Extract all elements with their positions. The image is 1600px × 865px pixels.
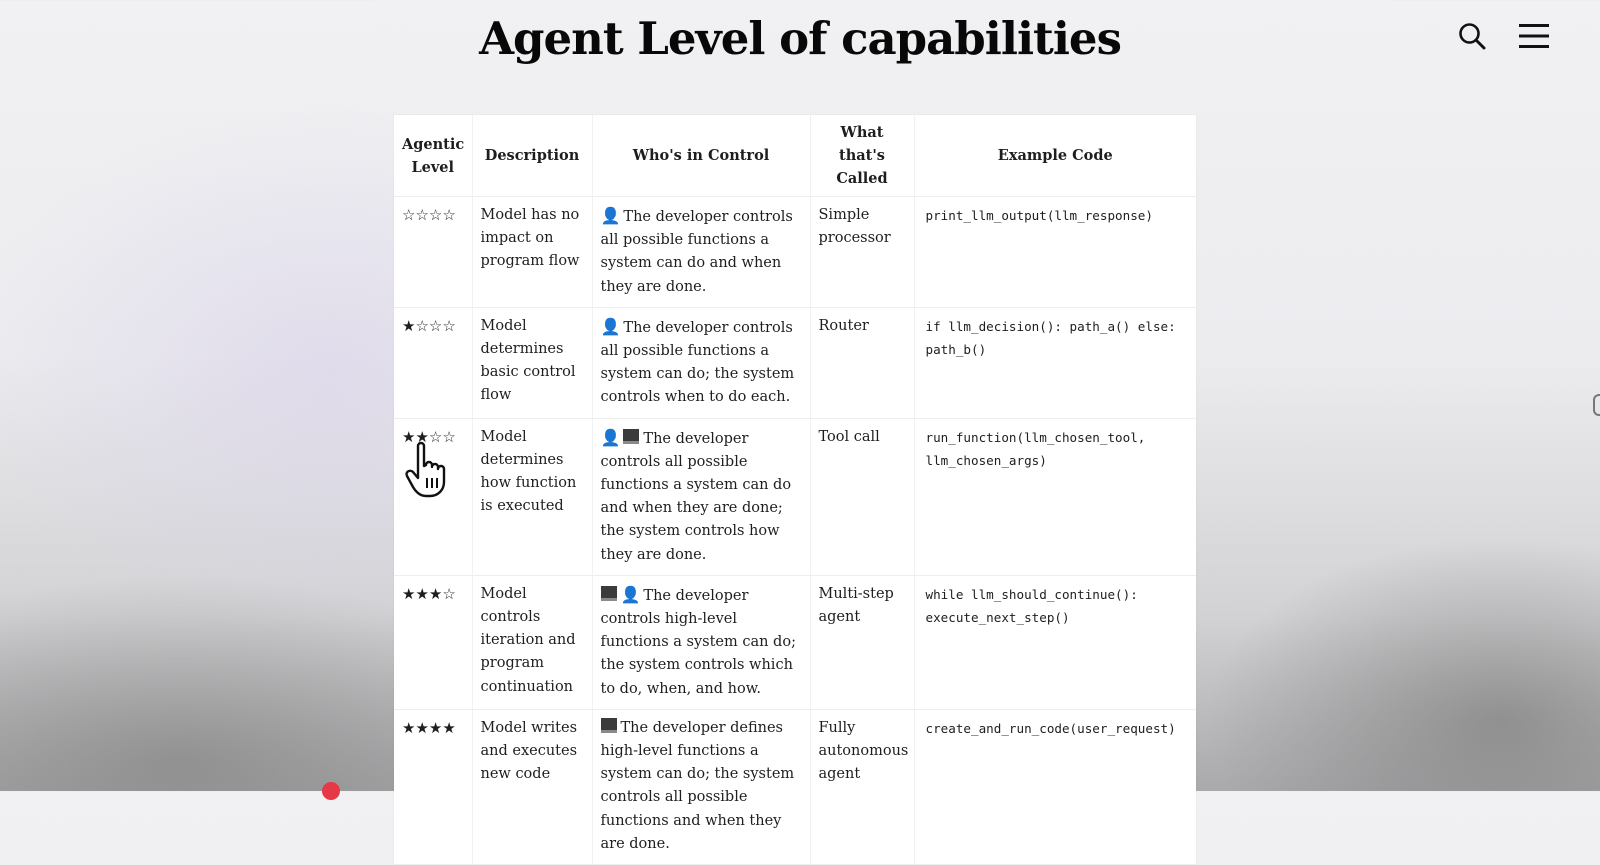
control-text: The developer controls all possible functions a system can do and when they are done; the system controls how they are done.: [600, 430, 792, 563]
control-cell: [592, 307, 810, 418]
column-header-what-thats-called: What that's Called: [810, 115, 914, 197]
header-actions: [1454, 18, 1552, 54]
called-cell: Tool call: [810, 418, 914, 575]
description-cell: Model determines how function is executed: [472, 418, 592, 575]
capabilities-table: [394, 115, 1196, 865]
computer-icon: [623, 429, 639, 444]
capabilities-table-card: [394, 115, 1196, 865]
agentic-level-stars: ☆☆☆☆: [394, 197, 472, 308]
hand-pointer-icon: [404, 440, 456, 498]
page-title: Agent Level of capabilities: [479, 12, 1121, 65]
computer-icon: [601, 718, 617, 733]
example-code-cell: print_llm_output(llm_response): [914, 197, 1196, 308]
called-cell: Simple processor: [810, 197, 914, 308]
scroll-handle[interactable]: [1593, 394, 1600, 416]
example-code-cell: create_and_run_code(user_request): [914, 709, 1196, 864]
table-row: [394, 709, 1196, 864]
search-icon[interactable]: [1454, 18, 1490, 54]
person-icon: 👤: [620, 584, 641, 604]
description-cell: Model writes and executes new code: [472, 709, 592, 864]
column-header-description: Description: [472, 115, 592, 197]
table-row: [394, 418, 1196, 575]
table-row: [394, 197, 1196, 308]
example-code-cell: run_function(llm_chosen_tool, llm_chosen_args): [914, 418, 1196, 575]
control-text: The developer controls all possible functions a system can do and when they are done.: [600, 209, 793, 295]
description-cell: Model controls iteration and program continuation: [472, 575, 592, 709]
control-text: The developer controls high-level functions a system can do; the system controls which to do, when, and how.: [600, 587, 796, 697]
agentic-level-stars: ★☆☆☆: [394, 307, 472, 418]
column-header-agentic-level: Agentic Level: [394, 115, 472, 197]
called-cell: Fully autonomous agent: [810, 709, 914, 864]
called-cell: Multi-step agent: [810, 575, 914, 709]
control-cell: [592, 197, 810, 308]
table-row: [394, 575, 1196, 709]
person-icon: 👤: [600, 206, 621, 225]
called-cell: Router: [810, 307, 914, 418]
column-header-whos-in-control: Who's in Control: [592, 115, 810, 197]
menu-icon[interactable]: [1516, 18, 1552, 54]
agentic-level-stars: ★★★★: [394, 709, 472, 864]
person-icon: 👤: [600, 316, 621, 336]
control-cell: [592, 418, 810, 575]
control-cell: [592, 575, 810, 709]
control-cell: [592, 709, 810, 864]
description-cell: Model determines basic control flow: [472, 307, 592, 418]
column-header-example-code: Example Code: [914, 115, 1196, 197]
control-text: The developer controls all possible functions a system can do; the system controls when to do each.: [600, 319, 795, 406]
control-text: The developer defines high-level functions a system can do; the system controls all possible functions and when they are done.: [600, 719, 795, 852]
recording-dot: [322, 782, 340, 800]
table-row: [394, 307, 1196, 418]
agentic-level-stars: ★★★☆: [394, 575, 472, 709]
example-code-cell: while llm_should_continue(): execute_next_step(): [914, 575, 1196, 709]
table-header-row: [394, 115, 1196, 197]
description-cell: Model has no impact on program flow: [472, 197, 592, 308]
person-icon: 👤: [600, 427, 621, 447]
agentic-level-stars: ★★☆☆: [394, 418, 472, 575]
example-code-cell: if llm_decision(): path_a() else: path_b(): [914, 307, 1196, 418]
computer-icon: [601, 586, 617, 601]
